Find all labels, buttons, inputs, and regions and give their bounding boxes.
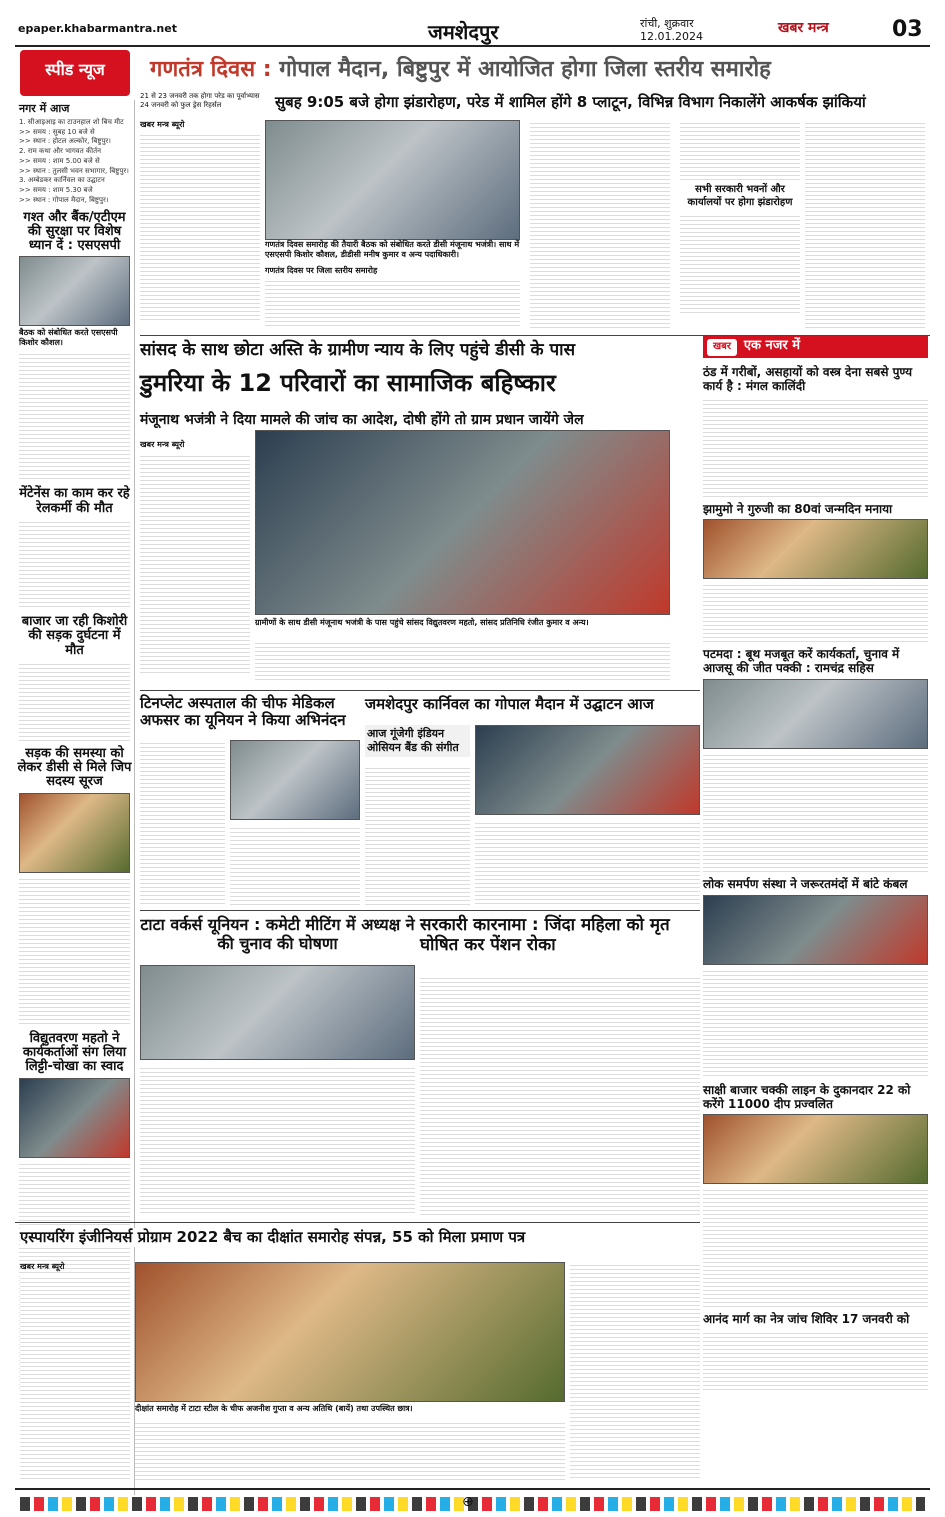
top-subhead: सुबह 9:05 बजे होगा झंडारोहण, परेड में शामिल होंगे 8 प्लाटून, विभिन्न विभाग निकालेंगे आकर्षक झांकियां [275,93,866,111]
speed-news-logo: स्पीड न्यूज [20,50,130,96]
section2-headline: डुमरिया के 12 परिवारों का सामाजिक बहिष्कार [140,369,556,397]
section2-subhead: मंजूनाथ भजंत्री ने दिया मामले की जांच का आदेश, दोषी होंगे तो ग्राम प्रधान जायेंगे जेल [140,412,584,428]
sidebar-photo [19,256,130,326]
page-city: जमशेदपुर [428,20,499,44]
top-story-crosshead: सभी सरकारी भवनों और कार्यालयों पर होगा झंडारोहण [687,184,793,208]
section2-photo [255,430,670,615]
top-story-body [140,132,260,322]
top-pretext: 21 से 23 जनवरी तक होगा परेड का पूर्वाभ्यास 24 जनवरी को फुल ड्रेस रिहर्सल [140,92,260,109]
story-carnival-body [475,820,700,905]
sidebar-line: 3. अम्बेडकर कार्निवल का उद्घाटन [19,176,105,185]
sidebar-body-text [19,661,130,741]
page-number: 03 [892,17,923,42]
news-box-label: खबर [707,339,737,356]
story-carnival-body [365,765,470,905]
right-story-title: साक्षी बाजार चक्की लाइन के दुकानदार 22 को करेंगे 11000 दीप प्रज्वलित [703,1082,911,1111]
bottom-body [135,1420,565,1480]
right-story-title: पटमदा : बूथ मजबूत करें कार्यकर्ता, चुनाव में आजसू की जीत पक्की : रामचंद्र सहिस [703,647,900,676]
story-twu-body [140,1065,415,1215]
top-story-photo [265,120,520,240]
right-story-body [703,968,928,1078]
story-tinplate-photo [230,740,360,820]
top-headline-kicker: गणतंत्र दिवस : [150,57,272,82]
story-carnival-title: जमशेदपुर कार्निवल का गोपाल मैदान में उद्घाटन आज [365,695,654,713]
top-headline [150,56,771,84]
sidebar-caption: बैठक को संबोधित करते एसएसपी किशोर कौशल। [19,328,118,348]
section-divider [140,690,700,691]
bottom-photo [135,1262,565,1402]
section2-kicker: सांसद के साथ छोटा अस्ति के ग्रामीण न्याय के लिए पहुंचे डीसी के पास [140,340,576,360]
byline: खबर मन्त्र ब्यूरो [20,1262,65,1271]
right-story-photo [703,895,928,965]
sidebar-line: >> स्थान : गोपाल मैदान, बिष्टुपुर। [19,195,109,204]
sidebar-line: 2. राम कथा और भागवत कीर्तन [19,147,101,155]
section-divider [140,910,700,911]
right-story-title: ठंड में गरीबों, असहायों को वस्त्र देना सबसे पुण्य कार्य है : मंगल कालिंदी [703,365,913,393]
right-story-title: आनंद मार्ग का नेत्र जांच शिविर 17 जनवरी को [703,1312,910,1327]
sidebar-line: >> समय : शाम 5.30 बजे [19,186,93,194]
sidebar-body-text [19,519,130,609]
byline: खबर मन्त्र ब्यूरो [140,120,185,129]
story-carnival-sub: आज गूंजेगी इंडियन ओसियन बैंड की संगीत [365,725,470,757]
footer-divider [15,1488,930,1490]
right-story-body [703,397,928,497]
bottom-body [20,1275,130,1480]
section2-caption: ग्रामीणों के साथ डीसी मंजूनाथ भजंत्री के पास पहुंचे सांसद विद्युतवरण महतो, सांसद प्रतिनिधि रंजीत कुमार व अन्य। [255,618,589,627]
sidebar-story-title: मेंटेनेंस का काम कर रहे रेलकर्मी की मौत [19,486,130,516]
right-story-body [703,1187,928,1307]
section2-body [140,453,250,673]
top-story-body [680,120,800,180]
crop-mark-icon: ⊕ [462,1494,474,1510]
top-story-body [530,120,670,330]
story-carnival-photo [475,725,700,815]
story-tinplate-body [140,740,225,905]
right-story-photo [703,1114,928,1184]
brand-name: खबर मन्त्र [778,20,829,36]
sidebar-head: नगर में आज [19,102,70,115]
sidebar-photo [19,793,130,873]
section-divider [15,1222,700,1223]
top-headline-main: गोपाल मैदान, बिष्टुपुर में आयोजित होगा जिला स्तरीय समारोह [279,57,771,82]
right-column [703,360,928,1490]
right-story-body [703,582,928,642]
right-story-body [703,1330,928,1390]
right-story-photo [703,519,928,579]
sidebar-body-text [19,351,130,481]
news-box-header [703,336,928,358]
sidebar-photo [19,1078,130,1158]
sidebar-story-title: गश्त और बैंक/एटीएम की सुरक्षा पर विशेष ध्यान दें : एसएसपी [23,209,126,254]
right-story-photo [703,679,928,749]
sidebar-line: >> समय : सुबह 10 बजे से [19,127,95,136]
story-pension-body [420,975,700,1215]
header-divider [15,45,930,47]
news-box-title: एक नजर में [743,338,801,353]
top-story-body [805,120,925,330]
sidebar-line: 1. सीआइआइ का टाउनहाल शो बिच मीट [19,117,124,126]
bottom-body [570,1262,700,1480]
sidebar-line: >> स्थान : तुलसी भवन सभागार, बिष्टुपुर। [19,166,129,175]
date-block [640,18,703,43]
top-story-body [265,278,520,328]
story-twu-title: टाटा वर्कर्स यूनियन : कमेटी मीटिंग में अध्यक्ष ने की चुनाव की घोषणा [140,915,415,954]
sidebar-line: >> स्थान : होटल अल्कोर, बिष्टुपुर। [19,137,111,146]
story-tinplate-title: टिनप्लेट अस्पताल की चीफ मेडिकल अफसर का यूनियन ने किया अभिनंदन [140,695,355,730]
bottom-headline: एस्पायरिंग इंजीनियर्स प्रोग्राम 2022 बैच का दीक्षांत समारोह संपन्न, 55 को मिला प्रमाण पत्र [20,1228,700,1247]
section2-body [255,640,670,680]
byline: खबर मन्त्र ब्यूरो [140,440,185,449]
story-twu-photo [140,965,415,1060]
site-url[interactable]: epaper.khabarmantra.net [18,22,177,35]
sidebar-story-title: बाजार जा रही किशोरी की सड़क दुर्घटना में मौत [21,613,128,658]
sidebar-body-text [19,876,130,1026]
top-story-subcaption: गणतंत्र दिवस पर जिला स्तरीय समारोह [265,266,378,275]
sidebar-story-title: विद्युतवरण महतो ने कार्यकर्ताओं संग लिया लिट्टी-चोखा का स्वाद [22,1030,127,1075]
story-pension-title: सरकारी कारनामा : जिंदा महिला को मृत घोषित कर पेंशन रोका [420,915,700,956]
bottom-caption: दीक्षांत समारोह में टाटा स्टील के चीफ अजनीश गुप्ता व अन्य अतिथि (बायें) तथा उपस्थित छात्र। [135,1404,413,1413]
right-story-title: झामुमो ने गुरुजी का 80वां जन्मदिन मनाया [703,501,893,516]
right-story-body [703,752,928,872]
sidebar-story-title: सड़क की समस्या को लेकर डीसी से मिले जिप सदस्य सूरज [17,745,132,790]
date-line-2: 12.01.2024 [640,29,703,43]
date-line-1: रांची, शुक्रवार [640,17,694,30]
top-story-caption: गणतंत्र दिवस समारोह की तैयारी बैठक को संबोधित करते डीसी मंजूनाथ भजंत्री। साथ में एसएसपी किशोर कौशल, डीडीसी मनीष कुमार व अन्य पदाधिकारी। [265,240,520,259]
top-story-body [680,213,800,313]
sidebar-line: >> समय : शाम 5.00 बजे से [19,156,100,165]
story-tinplate-body [230,825,360,905]
right-story-title: लोक समर्पण संस्था ने जरूरतमंदों में बांटे कंबल [703,876,908,891]
